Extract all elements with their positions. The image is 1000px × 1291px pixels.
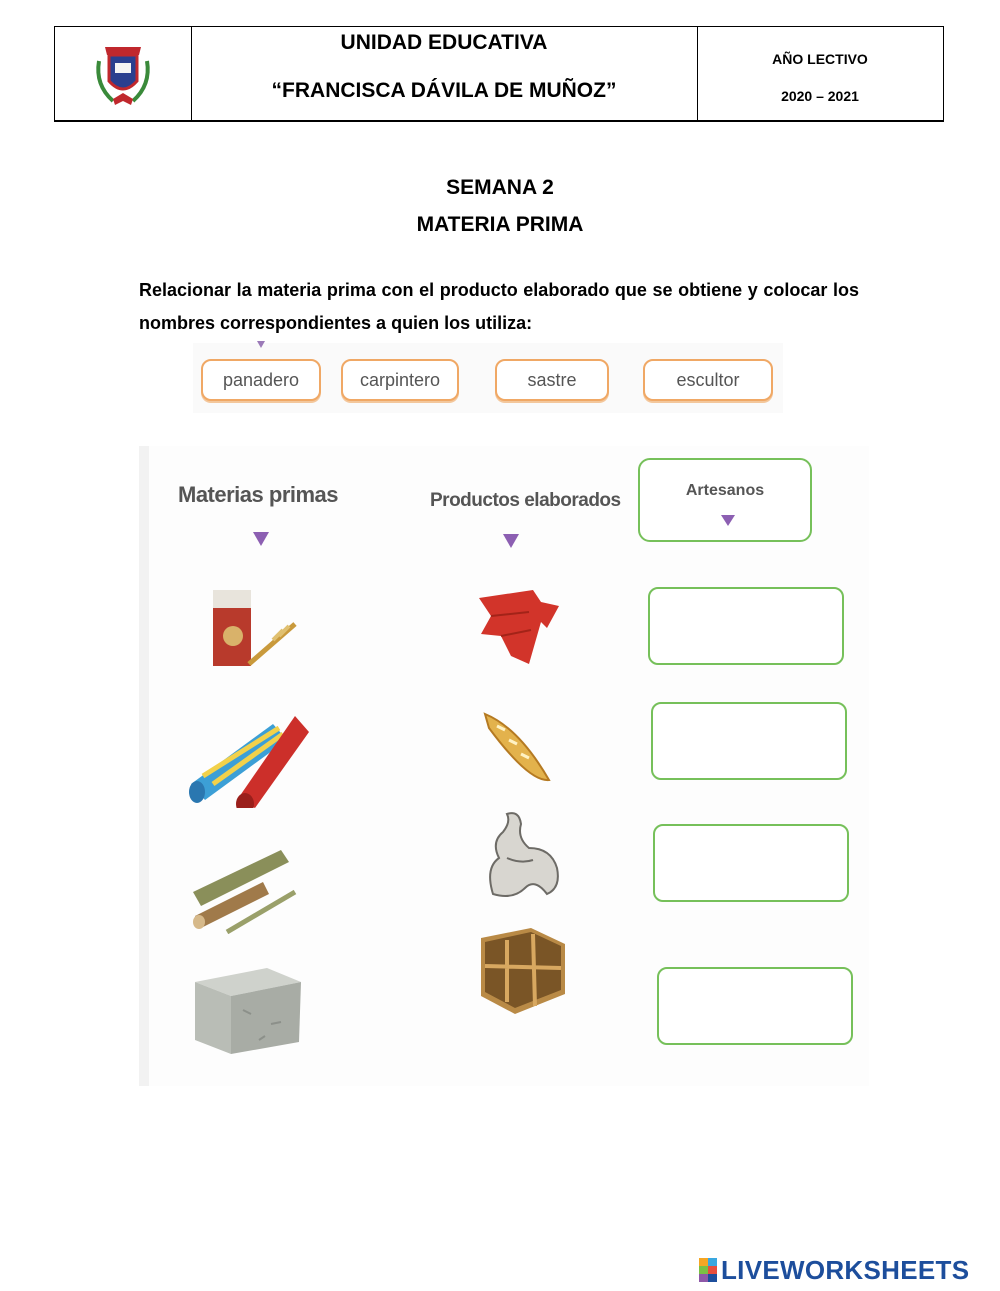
bread-loaf-icon xyxy=(479,708,555,788)
instruction-text: Relacionar la materia prima con el producto elaborado que se obtiene y colocar los nombres correspondientes a quien los utiliza: xyxy=(139,280,859,333)
flour-bag-and-wheat-icon xyxy=(203,584,303,674)
year-value: 2020 – 2021 xyxy=(781,88,859,104)
answer-box-2[interactable] xyxy=(651,702,847,780)
week-title: SEMANA 2 xyxy=(446,176,554,199)
year-label: AÑO LECTIVO xyxy=(772,51,868,67)
brand-text: LIVEWORKSHEETS xyxy=(721,1254,970,1285)
pointer-arrow-icon xyxy=(257,341,265,348)
header-table xyxy=(54,26,944,122)
wooden-shelf-icon xyxy=(477,924,569,1018)
fabric-rolls-icon xyxy=(183,708,313,808)
answer-box-3[interactable] xyxy=(653,824,849,902)
panel-edge xyxy=(139,446,149,1086)
red-clothing-icon xyxy=(471,576,567,672)
school-line-1: UNIDAD EDUCATIVA xyxy=(340,31,548,54)
artisans-header-box xyxy=(638,458,812,542)
answer-box-1[interactable] xyxy=(648,587,844,665)
word-chip-panadero[interactable]: panadero xyxy=(201,359,321,401)
logo-cell xyxy=(55,27,192,120)
liveworksheets-logo-icon xyxy=(699,1258,717,1282)
school-line-2: “FRANCISCA DÁVILA DE MUÑOZ” xyxy=(271,79,617,102)
sculpture-icon xyxy=(477,808,563,900)
artisans-arrow-icon xyxy=(721,515,735,526)
products-arrow-icon xyxy=(503,534,519,548)
school-crest-icon xyxy=(91,41,155,107)
stone-block-icon xyxy=(191,964,307,1056)
answer-box-4[interactable] xyxy=(657,967,853,1045)
word-chip-carpintero[interactable]: carpintero xyxy=(341,359,459,401)
raw-arrow-icon xyxy=(253,532,269,546)
word-chip-sastre[interactable]: sastre xyxy=(495,359,609,401)
school-year-cell xyxy=(697,27,943,120)
school-name-cell xyxy=(191,27,698,120)
wood-logs-icon xyxy=(187,842,297,934)
artisans-heading: Artesanos xyxy=(685,482,765,499)
word-chip-escultor[interactable]: escultor xyxy=(643,359,773,401)
word-bank xyxy=(193,343,783,413)
subject-title: MATERIA PRIMA xyxy=(416,213,584,236)
raw-materials-heading: Materias primas xyxy=(178,482,339,507)
matching-panel xyxy=(139,446,869,1086)
products-heading: Productos elaborados xyxy=(430,490,621,511)
liveworksheets-brand xyxy=(699,1255,969,1285)
